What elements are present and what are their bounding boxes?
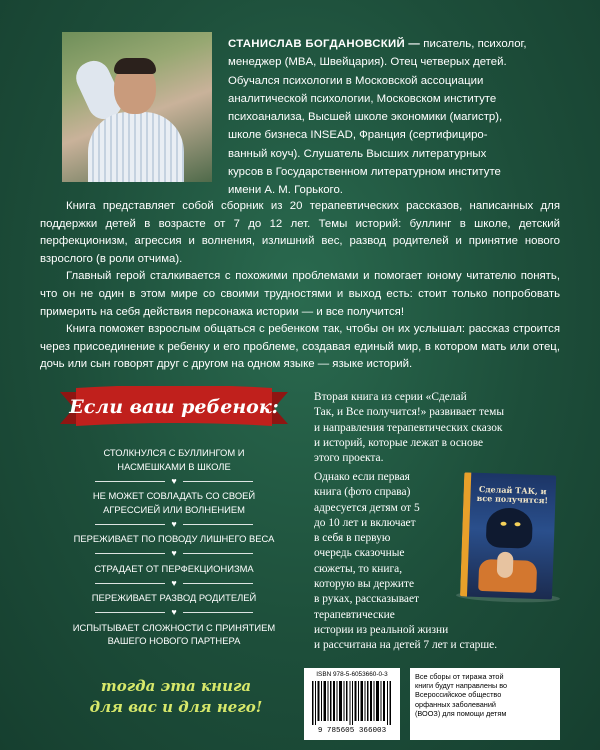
series-comparison-line: книга (фото справа) <box>314 486 411 499</box>
barcode-box <box>304 668 400 740</box>
list-item: СТРАДАЕТ ОТ ПЕРФЕКЦИОНИЗМА <box>94 562 254 574</box>
notice-line: (ВООЗ) для помощи детям <box>415 708 507 718</box>
series-comparison-line: до 10 лет и включает <box>314 516 416 529</box>
divider <box>68 516 280 532</box>
series-intro-line: этого проекта. <box>314 452 384 465</box>
photo-shirt <box>88 112 184 182</box>
heart-icon: ♥ <box>171 518 177 529</box>
divider <box>68 546 280 562</box>
book-description <box>40 198 560 374</box>
book-spine <box>460 472 471 596</box>
notice-line: Все сборы от тиража этой <box>415 672 504 681</box>
series-comparison-line: истории из реальной жизни <box>314 623 449 636</box>
notice-line: орфанных заболеваний <box>415 699 496 709</box>
closing-line: для вас и для него! <box>89 698 263 716</box>
notice-line: книги будут направлены во <box>415 681 508 691</box>
author-bio <box>228 35 568 200</box>
description-paragraph: Книга поможет взрослым общаться с ребенком так, чтобы он их услышал: рассказ строится через присоединение к ребенку и его проблеме, создавая единый мир, в котором мать или отец, дочь или сын говорят друг с другом на одном языке — языке историй. <box>40 323 560 371</box>
checklist-title: Если ваш ребенок: <box>69 396 279 418</box>
series-intro <box>314 390 566 466</box>
series-comparison-line: которую вы держите <box>314 578 415 591</box>
closing-line: тогда эта книга <box>100 677 252 695</box>
author-bio-line: школе бизнеса INSEAD, Франция (сертифициро- <box>228 129 488 142</box>
divider <box>68 473 280 489</box>
list-item: ПЕРЕЖИВАЕТ РАЗВОД РОДИТЕЛЕЙ <box>91 592 257 603</box>
monster-illustration <box>486 507 533 549</box>
child-illustration <box>497 552 514 579</box>
series-intro-line: Вторая книга из серии «Сделай <box>314 391 467 403</box>
series-comparison-line: сюжеты, то книга, <box>314 562 403 575</box>
author-bio-line: курсов в Государственном литературном институте <box>228 166 501 179</box>
author-bio-line: ванный коуч). Слушатель Высших литературных <box>228 147 487 160</box>
heart-icon: ♥ <box>171 577 177 588</box>
author-bio-line: имени А. М. Горького. <box>228 184 343 197</box>
author-bio-line <box>228 35 568 53</box>
book-cover <box>460 472 556 599</box>
charity-notice <box>410 668 560 740</box>
checklist <box>68 446 280 648</box>
isbn-label: ISBN 978-5-6053660-0-3 <box>316 671 388 678</box>
closing-slogan <box>66 676 286 718</box>
series-comparison-line: и рассчитана на детей 7 лет и старше. <box>314 639 498 652</box>
monster-eye-icon <box>514 522 520 526</box>
list-item: ПЕРЕЖИВАЕТ ПО ПОВОДУ ЛИШНЕГО ВЕСА <box>73 533 275 544</box>
series-comparison-line: очередь сказочные <box>314 547 405 560</box>
monster-eye-icon <box>500 522 506 526</box>
first-book-photo <box>452 466 569 612</box>
heart-icon: ♥ <box>171 548 177 558</box>
series-intro-line: и направления терапевтических сказок <box>314 421 503 434</box>
series-comparison-line: в себя в первую <box>314 532 391 545</box>
heart-icon: ♥ <box>171 607 177 617</box>
photo-hair <box>114 58 156 74</box>
author-bio-line: аналитической психологии, Московском институте <box>228 92 497 105</box>
heart-icon: ♥ <box>171 475 177 486</box>
book-cover-title: Сделай ТАК, и все получится! <box>476 483 549 506</box>
series-comparison-line: в руках, рассказывает <box>314 593 420 606</box>
description-paragraph: Книга представляет собой сборник из 20 терапевтических рассказов, написанных для поддержки детей в возрасте от 7 до 12 лет. Темы историй: буллинг в школе, детский перфекционизм, агрессия и волнения, излишний вес, развод родителей и принятие нового взрослого (в роли отчима). <box>40 200 560 265</box>
series-intro-line: Так, и Все получится!» развивает темы <box>314 406 504 419</box>
author-bio-line: психоанализа, Высшей школе экономики (магистр), <box>228 111 503 124</box>
author-name: СТАНИСЛАВ БОГДАНОВСКИЙ — <box>228 38 421 50</box>
description-paragraph: Главный герой сталкивается с похожими проблемами и помогает юному читателю понять, что он не один в этом мире со своими трудностями и выход есть: стоит только попробовать примерить на себя действия персонажа истории — и все получится! <box>40 270 560 318</box>
series-comparison-line: терапевтические <box>314 608 395 621</box>
barcode-digits: 9 785605 366003 <box>317 727 387 735</box>
barcode-icon <box>312 681 392 725</box>
author-bio-text: писатель, психолог, <box>423 38 527 50</box>
divider <box>68 605 280 621</box>
divider <box>68 575 280 591</box>
series-comparison-line: адресуется детям от 5 <box>314 501 420 514</box>
author-photo <box>62 32 212 182</box>
series-intro-line: и историй, которые лежат в основе <box>314 436 484 449</box>
notice-line: Всероссийское общество <box>415 690 502 700</box>
series-comparison-line: Однако если первая <box>314 471 410 483</box>
author-bio-line: Обучался психологии в Московской ассоциации <box>228 74 484 87</box>
list-item: СТОЛКНУЛСЯ С БУЛЛИНГОМ И НАСМЕШКАМИ В ШКОЛЕ <box>103 447 245 472</box>
list-item: НЕ МОЖЕТ СОВЛАДАТЬ СО СВОЕЙ АГРЕССИЕЙ ИЛИ ВОЛНЕНИЕМ <box>92 490 256 515</box>
list-item: ИСПЫТЫВАЕТ СЛОЖНОСТИ С ПРИНЯТИЕМ ВАШЕГО НОВОГО ПАРТНЕРА <box>72 621 276 646</box>
author-bio-line: менеджер (MBA, Швейцария). Отец четверых детей. <box>228 56 507 69</box>
